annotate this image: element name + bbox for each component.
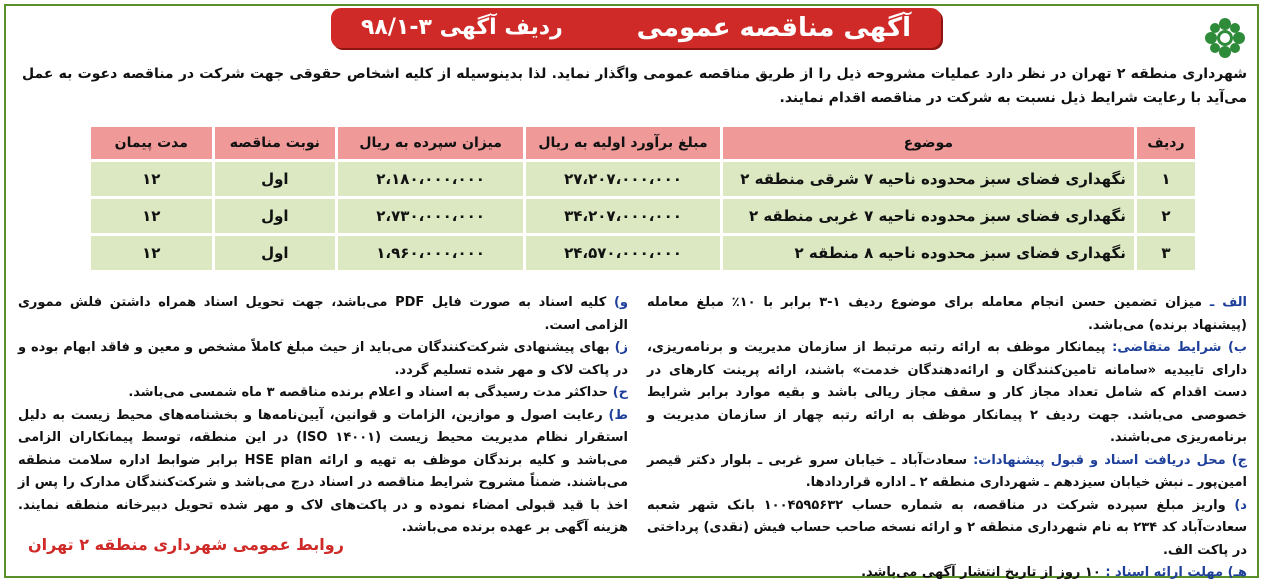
cell-duration: ۱۲ — [91, 199, 212, 233]
condition-item — [647, 495, 1247, 563]
condition-key: هـ) مهلت ارائه اسناد : — [1105, 565, 1247, 580]
condition-item — [18, 292, 628, 337]
conditions-right-column — [647, 292, 1247, 585]
condition-text: کلیه اسناد به صورت فایل PDF می‌باشد، جهت تحویل اسناد همراه داشتن فلش مموری الزامی است. — [18, 295, 628, 333]
condition-item — [647, 450, 1247, 495]
header-subject: موضوع — [723, 127, 1134, 159]
condition-text: سعادت‌آباد ـ خیابان سرو غربی ـ بلوار دکتر قیصر امین‌پور ـ نبش خیابان سیزدهم ـ شهرداری منطقه ۲ ـ اداره قراردادها. — [647, 452, 1247, 490]
cell-subject: نگهداری فضای سبز محدوده ناحیه ۷ شرقی منطقه ۲ — [723, 162, 1134, 196]
intro-paragraph — [22, 62, 1247, 110]
cell-row-number: ۱ — [1137, 162, 1195, 196]
condition-key: ب) شرایط متقاضی: — [1112, 340, 1247, 355]
cell-subject: نگهداری فضای سبز محدوده ناحیه ۸ منطقه ۲ — [723, 236, 1134, 270]
condition-key: الف ـ — [1209, 295, 1248, 310]
cell-row-number: ۲ — [1137, 199, 1195, 233]
condition-text: رعایت اصول و موازین، الزامات و قوانین، آیین‌نامه‌ها و بخشنامه‌های محیط زیست به دلیل استقرار نظام مدیریت محیط زیست (ISO ۱۴۰۰۱) در این منطقه، توسط پیمانکاران الزامی می‌باشد و کلیه برندگان موظف به تهیه و ارائه HSE plan برابر ضوابط اداره سلامت منطقه می‌باشند. ضمناً مشروح شرایط مناقصه در اسناد درج می‌باشد و شرکت‌کنندگان مدارک را پس از اخذ با قید قبولی امضاء نموده و در پاکت‌های لاک و مهر شده تحویل دبیرخانه منطقه نمایند. هزینه آگهی بر عهده برنده می‌باشد. — [18, 407, 628, 535]
condition-key: ح) — [612, 385, 628, 400]
tehran-municipality-logo-icon — [1203, 16, 1247, 60]
condition-key: و) — [613, 295, 628, 310]
cell-estimate: ۲۴،۵۷۰،۰۰۰،۰۰۰ — [526, 236, 720, 270]
header-estimate: مبلغ برآورد اولیه به ریال — [526, 127, 720, 159]
header-round: نوبت مناقصه — [215, 127, 336, 159]
title-banner — [331, 8, 941, 48]
condition-text: ۱۰ روز از تاریخ انتشار آگهی می‌باشد. — [861, 565, 1101, 580]
condition-text: واریز مبلغ سپرده شرکت در مناقصه، به شماره حساب ۱۰۰۴۵۹۵۶۳۲ بانک شهر شعبه سعادت‌آباد کد ۲۳۴ به نام شهرداری منطقه ۲ و ارائه نسخه صاحب حساب فیش (نقدی) پرداختی در پاکت الف. — [647, 497, 1247, 558]
notice-title: آگهی مناقصه عمومی — [636, 13, 911, 43]
condition-text: میزان تضمین حسن انجام معامله برای موضوع ردیف ۱-۳ برابر با ۱۰٪ مبلغ معامله (پیشنهاد برنده) می‌باشد. — [647, 295, 1247, 333]
cell-subject: نگهداری فضای سبز محدوده ناحیه ۷ غربی منطقه ۲ — [723, 199, 1134, 233]
header-row-number: ردیف — [1137, 127, 1195, 159]
organization-name: شهرداری منطقه ۲ تهران — [1071, 66, 1248, 82]
tender-notice — [4, 4, 1259, 578]
table-row — [91, 236, 1195, 270]
condition-key: د) — [1234, 497, 1247, 513]
header-duration: مدت پیمان — [91, 127, 212, 159]
condition-key: ط) — [608, 407, 628, 423]
public-relations-signature: روابط عمومی شهرداری منطقه ۲ تهران — [28, 535, 344, 554]
conditions-left-column — [18, 292, 628, 540]
condition-item — [18, 382, 628, 405]
condition-item — [647, 562, 1247, 585]
condition-item — [18, 337, 628, 382]
condition-key: ز) — [614, 340, 628, 355]
cell-estimate: ۳۴،۲۰۷،۰۰۰،۰۰۰ — [526, 199, 720, 233]
condition-item — [647, 292, 1247, 337]
cell-duration: ۱۲ — [91, 162, 212, 196]
condition-key: ج) محل دریافت اسناد و قبول پیشنهادات: — [973, 452, 1248, 468]
cell-round: اول — [215, 199, 336, 233]
table-row — [91, 162, 1195, 196]
condition-text: پیمانکار موظف به ارائه رتبه مرتبط از سازمان مدیریت و برنامه‌ریزی، دارای تاییدیه «سامانه تامین‌کنندگان و ارائه‌دهندگان خدمت» باشند، ارائه پرینت کارهای در دست اقدام که شامل تعداد مجاز کار و سقف مجاز ریالی باشد و بقیه موارد برابر شرایط خصوصی می‌باشد. جهت ردیف ۲ پیمانکار موظف به ارائه رتبه چهار از سازمان مدیریت و برنامه‌ریزی می‌باشند. — [647, 340, 1247, 445]
notice-row-number: ردیف آگهی ۳-۹۸/۱ — [361, 15, 563, 40]
header-deposit: میزان سپرده به ریال — [338, 127, 523, 159]
condition-text: حداکثر مدت رسیدگی به اسناد و اعلام برنده مناقصه ۳ ماه شمسی می‌باشد. — [128, 385, 609, 400]
cell-estimate: ۲۷،۲۰۷،۰۰۰،۰۰۰ — [526, 162, 720, 196]
cell-row-number: ۳ — [1137, 236, 1195, 270]
tender-table — [88, 124, 1198, 273]
table-row — [91, 199, 1195, 233]
cell-deposit: ۲،۷۳۰،۰۰۰،۰۰۰ — [338, 199, 523, 233]
condition-item — [18, 405, 628, 540]
table-header-row — [91, 127, 1195, 159]
condition-item — [647, 337, 1247, 450]
cell-deposit: ۲،۱۸۰،۰۰۰،۰۰۰ — [338, 162, 523, 196]
cell-duration: ۱۲ — [91, 236, 212, 270]
cell-round: اول — [215, 162, 336, 196]
cell-round: اول — [215, 236, 336, 270]
cell-deposit: ۱،۹۶۰،۰۰۰،۰۰۰ — [338, 236, 523, 270]
intro-text: در نظر دارد عملیات مشروحه ذیل را از طریق مناقصه عمومی واگذار نماید. لذا بدینوسیله از کلیه اشخاص حقوقی جهت شرکت در مناقصه دعوت به عمل می‌آید با رعایت شرایط ذیل نسبت به شرکت در مناقصه اقدام نمایند. — [22, 66, 1247, 106]
condition-text: بهای پیشنهادی شرکت‌کنندگان می‌باید از حیث مبلغ کاملاً مشخص و معین و فاقد ابهام بوده و در پاکت لاک و مهر شده تسلیم گردد. — [18, 340, 628, 378]
